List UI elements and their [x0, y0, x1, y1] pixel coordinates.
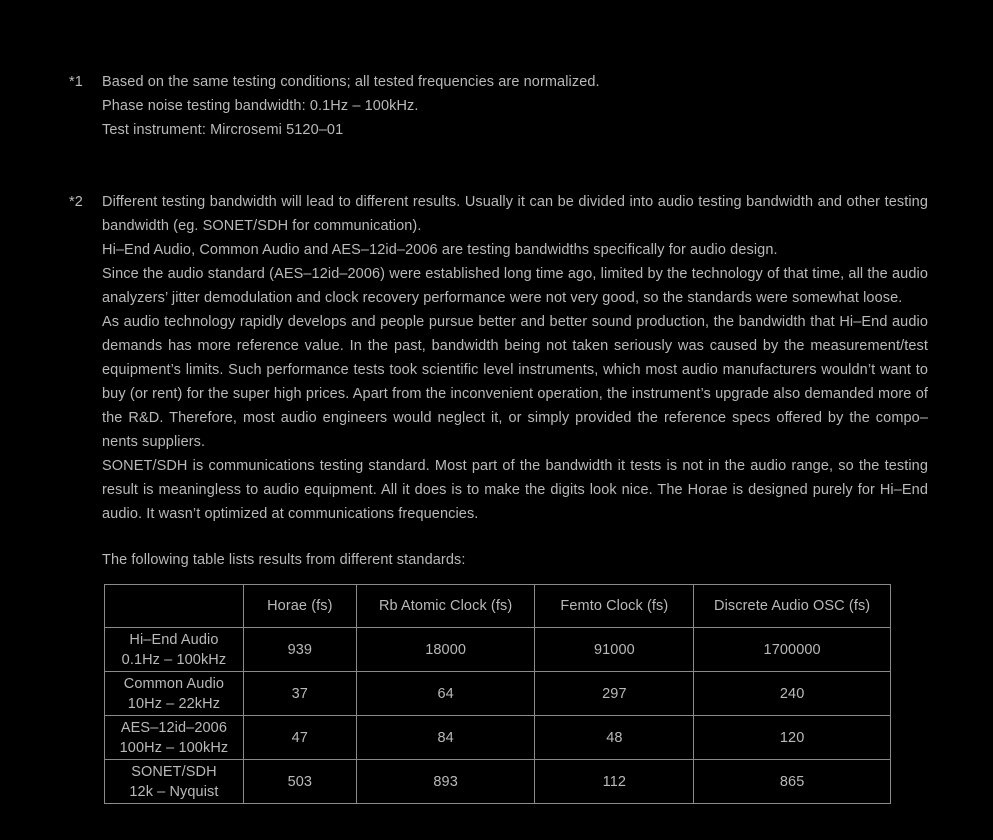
value-cell: 297 [535, 672, 694, 716]
footnote-paragraph: Phase noise testing bandwidth: 0.1Hz – 100kHz. [102, 98, 419, 114]
standard-range: 10Hz – 22kHz [127, 695, 221, 712]
table-row [105, 672, 891, 716]
footnote-body [102, 190, 928, 526]
value-cell: 37 [243, 672, 356, 716]
header-cell-femto-clock: Femto Clock (fs) [535, 585, 694, 628]
value-cell: 120 [694, 716, 891, 760]
value-cell: 939 [243, 628, 356, 672]
table-header-row [105, 585, 891, 628]
standard-name: SONET/SDH [131, 763, 217, 780]
value-cell: 64 [356, 672, 535, 716]
footnote-marker: *2 [69, 194, 83, 210]
table-intro: The following table lists results from different standards: [102, 552, 466, 568]
standard-name: AES–12id–2006 [120, 719, 227, 736]
footnote-paragraph: Since the audio standard (AES–12id–2006) were established long time ago, limited by the technology of that time, all the audio analyzers’ jitter demodulation and clock recovery performance were not very good, so the standards were somewhat loose. [102, 266, 928, 306]
footnote-paragraph: SONET/SDH is communications testing standard. Most part of the bandwidth it tests is not in the audio range, so the testing result is meaningless to audio equipment. All it does is to make the digits look nice. The Horae is designed purely for Hi–End audio. It wasn’t optimized at communications frequencies. [102, 458, 928, 522]
value-cell: 503 [243, 760, 356, 804]
footnote-paragraph: Based on the same testing conditions; all tested frequencies are normalized. [102, 74, 600, 90]
value-cell: 48 [535, 716, 694, 760]
footnote-paragraph: Hi–End Audio, Common Audio and AES–12id–2006 are testing bandwidths specifically for audio design. [102, 242, 778, 258]
footnote-1 [69, 70, 929, 142]
value-cell: 18000 [356, 628, 535, 672]
jitter-results-table [104, 584, 891, 804]
value-cell: 47 [243, 716, 356, 760]
value-cell: 1700000 [694, 628, 891, 672]
standard-cell [105, 672, 244, 716]
standard-cell [105, 628, 244, 672]
header-cell-rb-atomic-clock: Rb Atomic Clock (fs) [356, 585, 535, 628]
standard-name: Common Audio [123, 675, 225, 692]
standard-range: 100Hz – 100kHz [119, 739, 229, 756]
value-cell: 240 [694, 672, 891, 716]
standard-cell [105, 716, 244, 760]
standard-range: 12k – Nyquist [129, 783, 219, 800]
footnote-marker: *1 [69, 74, 83, 90]
footnote-paragraph: Test instrument: Mircrosemi 5120–01 [102, 122, 344, 138]
footnote-paragraph: Different testing bandwidth will lead to different results. Usually it can be divided into audio testing bandwidth and other testing bandwidth (eg. SONET/SDH for communication). [102, 194, 928, 234]
value-cell: 112 [535, 760, 694, 804]
table-row [105, 628, 891, 672]
standard-cell [105, 760, 244, 804]
value-cell: 91000 [535, 628, 694, 672]
table-row [105, 716, 891, 760]
footnote-body [102, 70, 928, 142]
value-cell: 865 [694, 760, 891, 804]
value-cell: 893 [356, 760, 535, 804]
header-cell-discrete-audio-osc: Discrete Audio OSC (fs) [694, 585, 891, 628]
footnote-paragraph: As audio technology rapidly develops and people pursue better and better sound production, the bandwidth that Hi–End audio demands has more reference value. In the past, bandwidth being not taken seriously was caused by the measurement/test equipment’s limits. Such performance tests took scientific level instruments, which most audio manufacturers wouldn’t want to buy (or rent) for the super high prices. Apart from the inconvenient operation, the instrument’s upgrade also demanded more of the R&D. Therefore, most audio engineers would neglect it, or simply provided the reference specs offered by the compo–nents suppliers. [102, 314, 928, 450]
header-cell-horae: Horae (fs) [243, 585, 356, 628]
table-row [105, 760, 891, 804]
standard-range: 0.1Hz – 100kHz [121, 651, 227, 668]
value-cell: 84 [356, 716, 535, 760]
footnote-2 [69, 190, 929, 526]
standard-name: Hi–End Audio [129, 631, 219, 648]
header-cell-empty [105, 585, 244, 628]
